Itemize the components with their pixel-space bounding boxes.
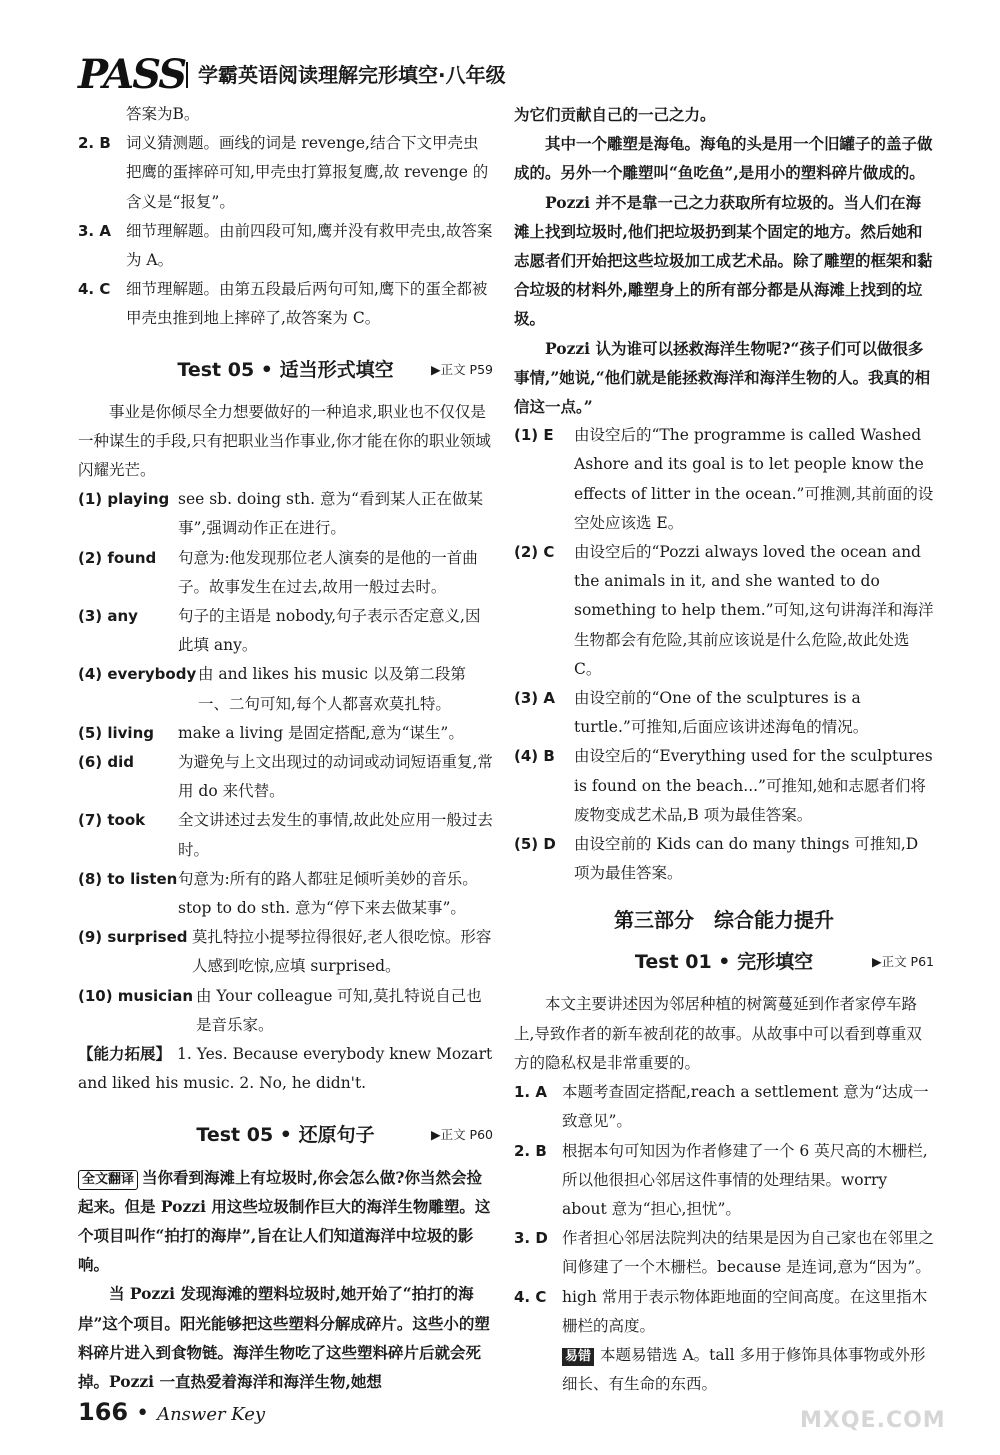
pass-logo: PASS <box>78 51 186 98</box>
test-title: Test 01 • 完形填空 <box>634 951 814 974</box>
page-number: 166 <box>78 1398 129 1426</box>
footer-bullet: • <box>136 1401 150 1426</box>
continued-text: 答案为B。 <box>126 105 200 123</box>
translation-paragraph: 当 Pozzi 发现海滩的塑料垃圾时,她开始了“拍打的海岸”这个项目。阳光能够把这些塑料分解成碎片。这些小的塑料碎片进入到食物链。海洋生物吃了这些塑料碎片后就会死掉。Pozzi 一直热爱着海洋和海洋生物,她想 <box>78 1284 490 1391</box>
answer-item: 2. B 根据本句可知因为作者修建了一个 6 英尺高的木栅栏,所以他很担心邻居这件事情的处理结果。worry about 意为“担心,担忧”。 <box>514 1141 928 1218</box>
ability-text: 1. Yes. Because everybody knew Mozart and liked his music. 2. No, he didn't. <box>78 1045 493 1093</box>
translation-paragraph: Pozzi 认为谁可以拯救海洋生物呢?“孩子们可以做很多事情,”她说,“他们就是能拯救海洋和海洋生物的人。我真的相信这一点。” <box>514 338 931 417</box>
answer-item: (1) E 由设空后的“The programme is called Washed Ashore and its goal is to let people know the effects of litter in the ocean.”可推测,其前面的设空处应该选 E。 <box>514 426 934 532</box>
page-reference: ▶正文 P60 <box>430 1126 493 1142</box>
answer-item: (4) B 由设空后的“Everything used for the sculptures is found on the beach...”可推知,她和志愿者们将废物变成艺术品,B 项为最佳答案。 <box>514 747 933 824</box>
continued-text: 为它们贡献自己的一己之力。 <box>514 105 716 124</box>
answer-item: 3. D 作者担心邻居法院判决的结果是因为自己家也在邻里之间修建了一个木栅栏。because 是连词,意为“因为”。 <box>514 1229 935 1277</box>
answer-item: (7) took 全文讲述过去发生的事情,故此处应用一般过去时。 <box>78 811 493 859</box>
translation-paragraph: 其中一个雕塑是海龟。海龟的头是用一个旧罐子的盖子做成的。另外一个雕塑叫“鱼吃鱼”,是用小的塑料碎片做成的。 <box>514 134 933 183</box>
footer-label: Answer Key <box>157 1404 266 1425</box>
page-header <box>78 52 978 98</box>
answer-item: 4. C high 常用于表示物体距地面的空间高度。在这里指木栅栏的高度。 <box>514 1287 928 1335</box>
error-tag: 易错 <box>562 1348 594 1366</box>
translation-tag: 全文翻译 <box>78 1170 138 1190</box>
watermark: MXQE.COM <box>800 1408 946 1433</box>
left-column <box>78 100 493 1396</box>
answer-item: (1) playing see sb. doing sth. 意为“看到某人正在做某事”,强调动作正在进行。 <box>78 490 483 538</box>
answer-item: (6) did 为避免与上文出现过的动词或动词短语重复,常用 do 来代替。 <box>78 753 493 801</box>
answer-item: (4) everybody 由 and likes his music 以及第二段第一、二句可知,每个人都喜欢莫扎特。 <box>78 665 466 713</box>
section-heading <box>78 1113 493 1157</box>
answer-item: 3. A 细节理解题。由前四段可知,鹰并没有救甲壳虫,故答案为 A。 <box>78 221 493 270</box>
ability-label: 【能力拓展】 <box>78 1045 172 1064</box>
test-title: Test 05 • 还原句子 <box>196 1123 375 1146</box>
section-heading <box>514 940 934 984</box>
right-column <box>514 100 934 1399</box>
answer-item: 4. C 细节理解题。由第五段最后两句可知,鹰下的蛋全都被甲壳虫推到地上摔碎了,故答案为 C。 <box>78 280 488 328</box>
translation-paragraph: 全文翻译 当你看到海滩上有垃圾时,你会怎么做?你当然会捡起来。但是 Pozzi 用这些垃圾制作巨大的海洋生物雕塑。这个项目叫作“拍打的海岸”,旨在让人们知道海洋中垃圾的影响。 <box>78 1167 491 1275</box>
page-reference: ▶正文 P59 <box>430 361 493 377</box>
ability-extension <box>78 1040 493 1098</box>
summary-paragraph: 本文主要讲述因为邻居种植的树篱蔓延到作者家停车路上,导致作者的新车被刮花的故事。从故事中可以看到尊重双方的隐私权是非常重要的。 <box>514 995 922 1072</box>
part-heading: 第三部分 综合能力提升 <box>614 908 834 933</box>
answer-item: (2) found 句意为:他发现那位老人演奏的是他的一首曲子。故事发生在过去,故用一般过去时。 <box>78 548 478 596</box>
answer-item: 2. B 词义猜测题。画线的词是 revenge,结合下文甲壳虫把鹰的蛋摔碎可知,甲壳虫打算报复鹰,故 revenge 的含义是“报复”。 <box>78 134 489 211</box>
answer-item: (3) any 句子的主语是 nobody,句子表示否定意义,因此填 any。 <box>78 607 481 655</box>
answer-item: (10) musician 由 Your colleague 可知,莫扎特说自己也是音乐家。 <box>78 986 482 1034</box>
test-title: Test 05 • 适当形式填空 <box>177 358 394 381</box>
header-divider <box>186 62 188 88</box>
section-heading <box>78 348 493 392</box>
answer-item: (3) A 由设空前的“One of the sculptures is a turtle.”可推知,后面应该讲述海龟的情况。 <box>514 689 869 737</box>
answer-item: 1. A 本题考查固定搭配,reach a settlement 意为“达成一致意见”。 <box>514 1083 929 1131</box>
answer-item: (5) D 由设空前的 Kids can do many things 可推知,D 项为最佳答案。 <box>514 835 919 883</box>
page-reference: ▶正文 P61 <box>871 954 934 970</box>
answer-item: (8) to listen 句意为:所有的路人都驻足倾听美妙的音乐。stop to do sth. 意为“停下来去做某事”。 <box>78 869 478 918</box>
answer-item: (5) living make a living 是固定搭配,意为“谋生”。 <box>78 723 464 742</box>
book-title: 学霸英语阅读理解完形填空·八年级 <box>198 63 506 87</box>
page-footer <box>78 1398 265 1434</box>
answer-item: (2) C 由设空后的“Pozzi always loved the ocean and the animals in it, and she wanted to do something to help them.”可知,这句讲海洋和海洋生物都会有危险,其前应该说是什么危险,故此处选 C。 <box>514 543 934 678</box>
translation-paragraph: Pozzi 并不是靠一己之力获取所有垃圾的。当人们在海滩上找到垃圾时,他们把垃圾扔到某个固定的地方。然后她和志愿者们开始把这些垃圾加工成艺术品。除了雕塑的框架和黏合垃圾的材料外,雕塑身上的所有部分都是从海滩上找到的垃圾。 <box>514 192 933 329</box>
error-note: 易错 本题易错选 A。tall 多用于修饰具体事物或外形细长、有生命的东西。 <box>562 1345 926 1394</box>
answer-item: (9) surprised 莫扎特拉小提琴拉得很好,老人很吃惊。形容人感到吃惊,应填 surprised。 <box>78 928 492 976</box>
summary-paragraph: 事业是你倾尽全力想要做好的一种追求,职业也不仅仅是一种谋生的手段,只有把职业当作事业,你才能在你的职业领域闪耀光芒。 <box>78 402 491 480</box>
